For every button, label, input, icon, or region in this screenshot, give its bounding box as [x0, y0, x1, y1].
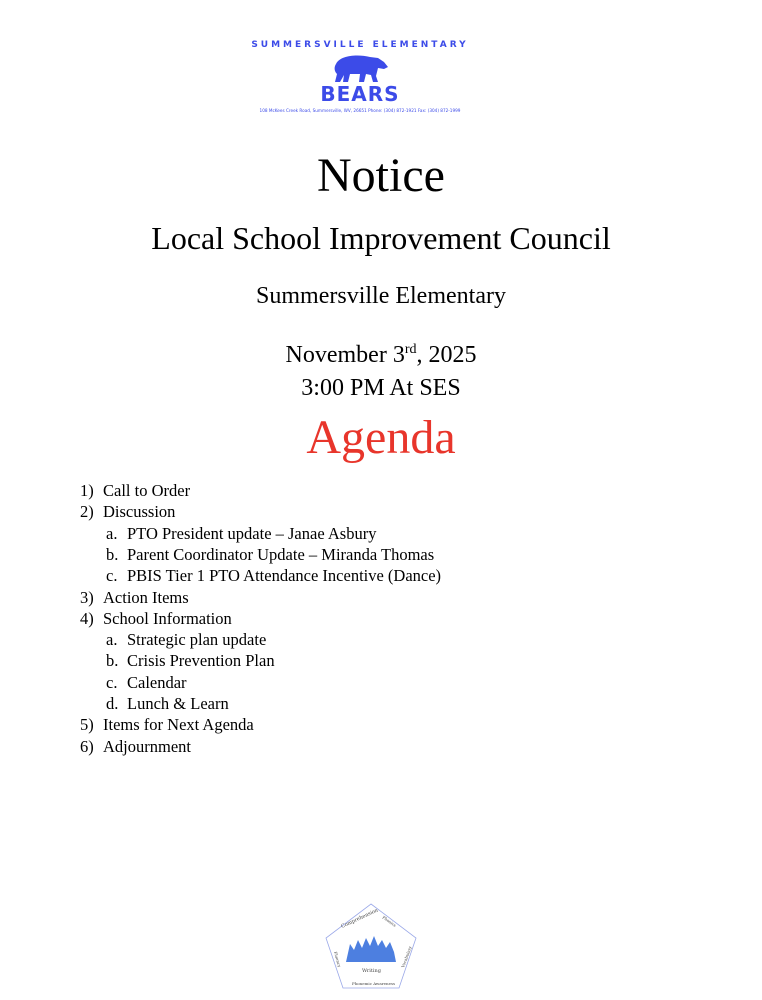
- item-text: Strategic plan update: [127, 630, 267, 650]
- item-number: 6): [80, 736, 94, 756]
- letterhead-logo: [240, 40, 480, 113]
- meeting-date-time: [0, 333, 762, 405]
- meeting-time: 3:00 PM At SES: [301, 375, 461, 401]
- svg-text:Phonics: Phonics: [381, 914, 398, 928]
- svg-text:Comprehension: Comprehension: [340, 907, 380, 930]
- item-number: a.: [106, 630, 118, 650]
- item-number: d.: [106, 694, 119, 713]
- svg-text:Fluency: Fluency: [333, 950, 343, 968]
- letterhead-mascot: BEARS: [320, 82, 400, 106]
- item-text: Call to Order: [103, 481, 191, 500]
- school-name: Summersville Elementary: [256, 283, 506, 309]
- letterhead-address: 108 McKees Creek Road, Summersville, WV, 26651 Phone: (304) 872-1921 Fax: (304) 872-1999: [259, 108, 461, 113]
- item-text: PTO President update – Janae Asbury: [127, 523, 377, 543]
- item-number: 2): [80, 502, 94, 522]
- meeting-date: November 3rd, 2025: [285, 342, 477, 368]
- item-number: 5): [80, 715, 94, 735]
- item-number: c.: [106, 566, 118, 586]
- letterhead-school-name: SUMMERSVILLE ELEMENTARY: [251, 40, 469, 50]
- council-name: Local School Improvement Council: [151, 220, 611, 256]
- item-text: Adjournment: [103, 736, 191, 756]
- item-text: Action Items: [103, 587, 189, 607]
- item-number: a.: [106, 523, 118, 543]
- item-text: Lunch & Learn: [127, 694, 229, 713]
- item-text: Parent Coordinator Update – Miranda Thomas: [127, 544, 435, 564]
- svg-text:Writing: Writing: [362, 968, 381, 974]
- item-number: b.: [106, 651, 119, 671]
- item-text: School Information: [103, 608, 232, 628]
- item-number: b.: [106, 544, 119, 564]
- svg-text:Phonemic Awareness: Phonemic Awareness: [352, 981, 396, 986]
- svg-text:Vocabulary: Vocabulary: [400, 945, 413, 969]
- item-text: PBIS Tier 1 PTO Attendance Incentive (Dance): [127, 566, 442, 586]
- agenda-heading: Agenda: [306, 411, 456, 464]
- item-text: Crisis Prevention Plan: [127, 651, 275, 671]
- item-number: 3): [80, 587, 94, 607]
- item-text: Discussion: [103, 502, 176, 522]
- item-number: 4): [80, 608, 94, 628]
- notice-title: Notice: [317, 149, 445, 202]
- item-text: Items for Next Agenda: [103, 715, 254, 735]
- item-number: c.: [106, 672, 118, 692]
- bear-icon: [330, 52, 390, 84]
- item-number: 1): [80, 481, 94, 500]
- footer-literacy-logo: [322, 900, 420, 992]
- item-text: Calendar: [127, 672, 187, 692]
